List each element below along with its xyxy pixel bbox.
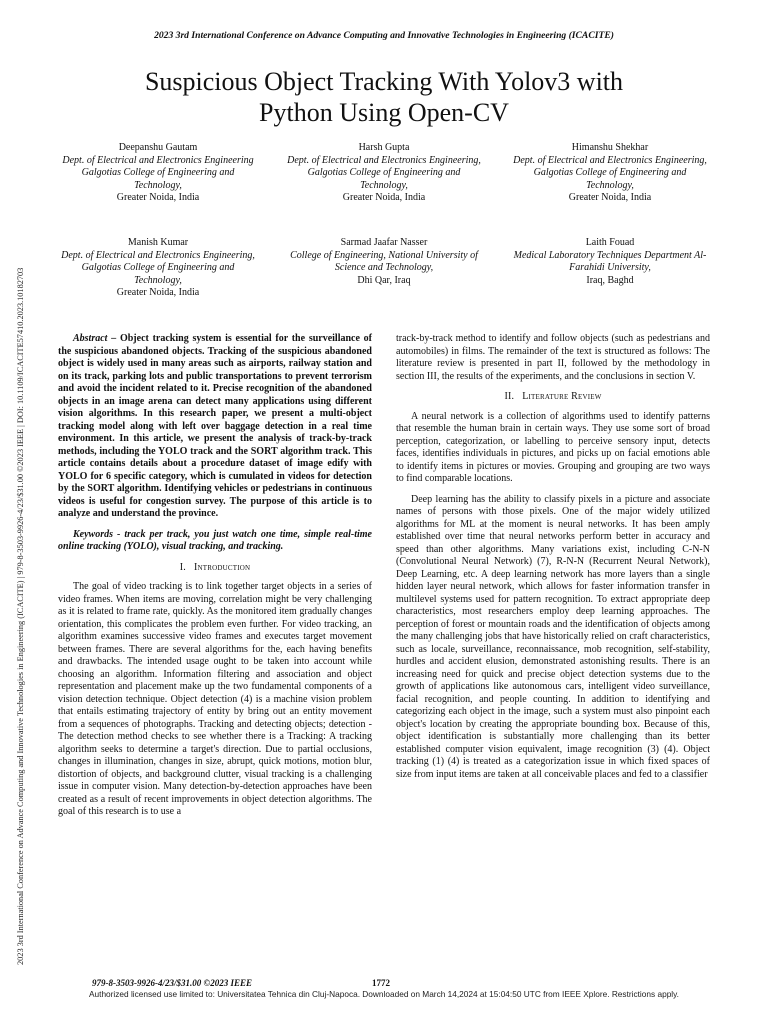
- author-affiliation: Medical Laboratory Techniques Department Al-Farahidi University,: [513, 249, 707, 274]
- section-heading-literature-review: [396, 391, 710, 404]
- section-number: I.: [179, 561, 186, 573]
- author-affiliation: Dept. of Electrical and Electronics Engineering, Galgotias College of Engineering and Technology,: [513, 154, 707, 191]
- title-line-2: Python Using Open-CV: [259, 98, 509, 127]
- section-title: Literature Review: [522, 391, 602, 402]
- author-block: [58, 142, 258, 205]
- footer-isbn: 979-8-3503-9926-4/23/$31.00 ©2023 IEEE: [92, 978, 252, 988]
- author-location: Greater Noida, India: [116, 287, 200, 299]
- introduction-paragraph: The goal of video tracking is to link together target objects in a series of video frames. When items are moving, correlation might be very challenging as it is related to frame rate, quickly. As the monitored item gradually changes orientation, this complicates the problem even further. For video tracking, an algorithm examines successive video frames and executes target movement between frames. There are several algorithms for the, each having benefits and drawbacks. The intended usage ought to be taken into account while choosing an algorithm. Information filtering and association and object representation and placement make up the two fundamental components of a vision detection technique. Object detection (4) is a machine vision problem that entails estimating trajectory of entity by bring out an entity movement from a sequences of photographs. Tracking and detecting objects; detection - The detection method checks to see whether there is a Tracking: A tracking algorithm seeks to determine a target's direction. Due to partial occlusions, changes in illumination, changes in size, abrupt, quick motions, motion blur, distortion of objects, and background clutter, visual tracking is a challenging issue in computer vision. Many detection-by-detection approaches have been created as a result of recent improvements in object detection algorithms. The goal of this research is to use a: [58, 581, 372, 817]
- author-affiliation: Dept. of Electrical and Electronics Engineering Galgotias College of Engineering and Technology,: [62, 154, 254, 191]
- page-number: 1772: [372, 978, 390, 988]
- author-name: Sarmad Jaafar Nasser: [340, 237, 428, 248]
- license-notice: Authorized licensed use limited to: Universitatea Tehnica din Cluj-Napoca. Downloaded on March 14,2024 at 15:04:50 UTC from IEEE Xplore. Restrictions apply.: [88, 989, 679, 999]
- literature-paragraph-1: A neural network is a collection of algorithms used to identify patterns that resemble the human brain in certain ways. They use some sort of broad perception, categorization, or labelling to perceive sensory input, detects faces, identifies individuals in pictures, and picks up on facial emotions able to identify items in pictures or movies. Grouping and grouping are two ways to find comparable locations.: [396, 410, 710, 484]
- author-affiliation: Dept. of Electrical and Electronics Engineering, Galgotias College of Engineering and Technology,: [61, 249, 255, 286]
- author-name: Harsh Gupta: [358, 142, 410, 153]
- author-location: Greater Noida, India: [568, 192, 652, 204]
- author-block: [510, 142, 710, 205]
- paper-title: [70, 66, 698, 128]
- author-affiliation: College of Engineering, National University of Science and Technology,: [290, 249, 478, 274]
- author-block: [284, 142, 484, 205]
- author-name: Laith Fouad: [585, 237, 635, 248]
- literature-paragraph-2: Deep learning has the ability to classify pixels in a picture and associate names of persons with those pixels. One of the major widely utilized algorithms for ML at the moment is neural networks. It has been amply established over time that neural networks perform better in accuracy and speed than other algorithms. Many variations exist, including C-N-N (Convolutional Neural Network) (7), R-N-N (Recurrent Neural Network), Deep Learning, etc. A deep learning network has more layers than a single hidden layer neural network, which allows for faster information transfer in multilevel systems used for pattern recognition. To extract appropriate deep characteristics, most researchers employ deep learning approaches. The perception of forest or mountain roads and the identification of objects among the many challenging jobs that have historically relied on craft characteristics, such as locale, surveillance, reconnaissance, mob recognition, self-stability, hurdles and accident elusion, demonstrated astonishing results. There is an increasing need for quick and precise object detection systems due to the growth of applications like autonomous cars, intelligent video surveillance, facial recognition, and people counting. In addition to identifying and categorizing each object in the image, such a system must also pinpoint each object's location by creating the appropriate bounding box. Because of this, object identification is substantially more challenging than its better established computer vision equivalent, image recognition (3) (4). Object tracking (1) (4) is treated as a categorization issue in which fixed spaces of size from input items are taken at all conceivable places and fed to a classifier: [396, 493, 710, 780]
- author-location: Greater Noida, India: [116, 192, 200, 204]
- author-block: [284, 237, 484, 287]
- abstract-text: Object tracking system is essential for the surveillance of the suspicious abandoned objects. Tracking of the suspicious abandoned object is widely used in many areas such as airports, railway station and on its track, parking lots and public transportations to prevent terrorism and avoid the incident related to it. Precise recognition of the abandoned objects in an image arena can detect many applications using different vision algorithms. In this research paper, we present a multi-object tracking model along with left over baggage detection in a real time environment. In this article, we present the analysis of track-by-track methods, including the YOLO track and the SORT algorithm track. This article contains details about a procedure dataset of image edify with YOLO for 6 specific category, which is cumulated in videos for detection by the SORT algorithm. Identifying vehicles or pedestrians in continuous videos is useful for congestion survey. The purpose of this article is to analyze and understand the province.: [58, 333, 373, 519]
- introduction-continuation: track-by-track method to identify and follow objects (such as pedestrians and automobiles) in films. The remainder of the text is structured as follows: The literature review is presented in part II, followed by the methodology in section III, the results of the experiments, and the conclusions in section V.: [396, 333, 710, 382]
- author-name: Himanshu Shekhar: [571, 142, 649, 153]
- right-column: [396, 333, 710, 789]
- left-column: [58, 333, 372, 827]
- keywords: Keywords - track per track, you just watch one time, simple real-time online tracking (YOLO), visual tracking, and tracking.: [58, 528, 372, 552]
- author-block: [58, 237, 258, 300]
- author-name: Manish Kumar: [127, 237, 189, 248]
- title-line-1: Suspicious Object Tracking With Yolov3 with: [144, 67, 624, 96]
- author-location: Greater Noida, India: [342, 192, 426, 204]
- author-block: [510, 237, 710, 287]
- author-location: Iraq, Baghd: [586, 274, 634, 286]
- author-location: Dhi Qar, Iraq: [357, 274, 411, 286]
- conference-header: 2023 3rd International Conference on Advance Computing and Innovative Technologies in Engineering (ICACITE): [154, 30, 614, 41]
- side-doi-identifier: 2023 3rd International Conference on Advance Computing and Innovative Technologies in Engineering (ICACITE) | 979-8-3503-9926-4/23/$31.00 ©2023 IEEE | DOI: 10.1109/ICACITE57410.2023.10182703: [16, 267, 25, 965]
- abstract: [58, 333, 372, 521]
- section-heading-introduction: [58, 562, 372, 575]
- author-name: Deepanshu Gautam: [118, 142, 198, 153]
- section-number: II.: [504, 391, 515, 402]
- abstract-label: Abstract –: [73, 333, 117, 344]
- author-affiliation: Dept. of Electrical and Electronics Engineering, Galgotias College of Engineering and Technology,: [287, 154, 481, 191]
- section-title: Introduction: [193, 561, 251, 573]
